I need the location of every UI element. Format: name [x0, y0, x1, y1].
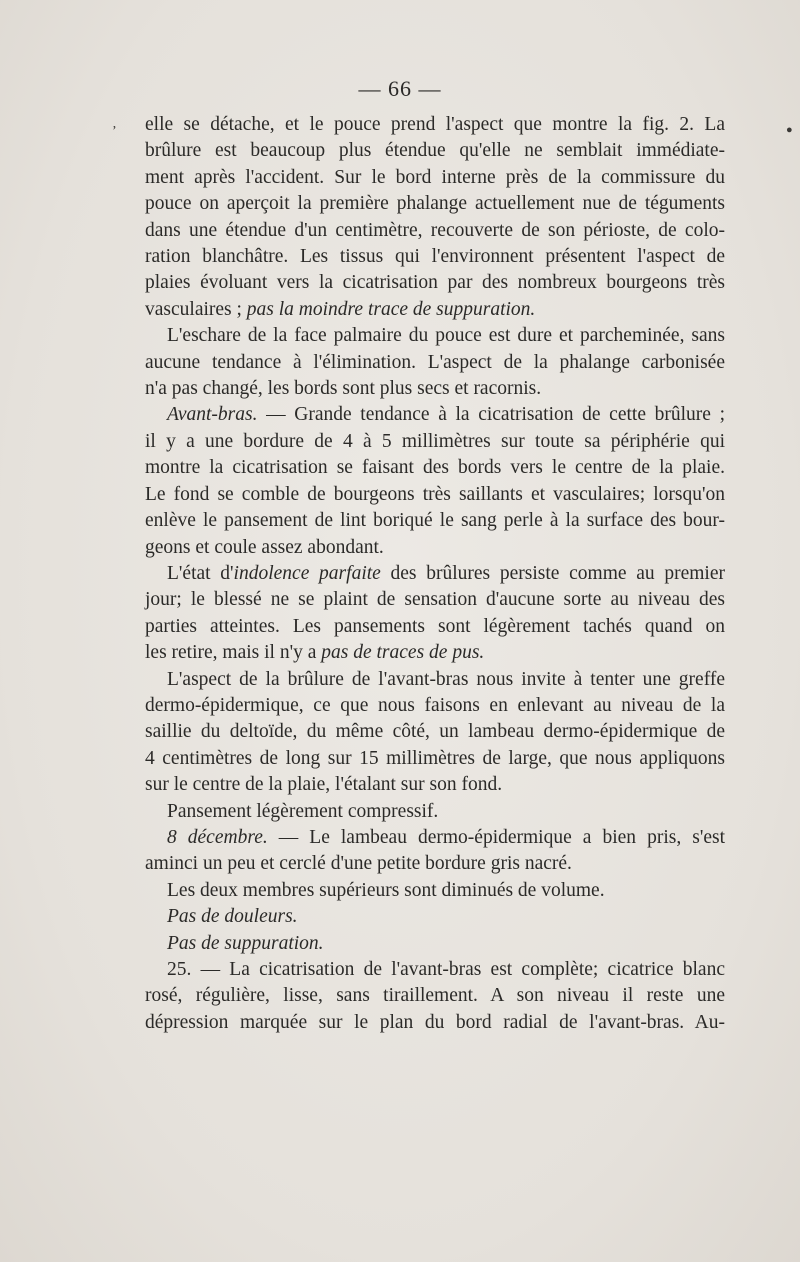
text-line	[145, 561, 725, 587]
text-line	[145, 297, 725, 323]
text-line	[145, 825, 725, 851]
text-line: dermo-épidermique, ce que nous faisons en enlevant au niveau de la	[145, 694, 725, 716]
text-line	[145, 402, 725, 428]
text-span: — Grande tendance à la cicatrisation de cette brûlure ;	[266, 404, 725, 426]
text-span: — Le lambeau dermo-épidermique a bien pris, s'est	[278, 826, 725, 848]
text-line: dépression marquée sur le plan du bord radial de l'avant-bras. Au-	[145, 1011, 725, 1033]
text-line: saillie du deltoïde, du même côté, un lambeau dermo-épidermique de	[145, 721, 725, 743]
text-line: parties atteintes. Les pansements sont légèrement tachés quand on	[145, 615, 725, 637]
text-line: elle se détache, et le pouce prend l'aspect que montre la fig. 2. La	[145, 114, 725, 135]
italic-span: indolence parfaite	[233, 562, 381, 584]
text-line: sur le centre de la plaie, l'étalant sur son fond.	[145, 774, 503, 796]
italic-span: Pas de douleurs.	[167, 906, 298, 928]
text-line: rosé, régulière, lisse, sans tiraillement. A son niveau il reste une	[145, 985, 725, 1007]
text-line: ration blanchâtre. Les tissus qui l'environnent présentent l'aspect de	[145, 246, 725, 268]
text-line: aminci un peu et cerclé d'une petite bordure gris nacré.	[145, 853, 572, 875]
text-span: les retire, mais il n'y a	[145, 642, 322, 664]
text-line: jour; le blessé ne se plaint de sensation d'aucune sorte au niveau des	[145, 589, 725, 611]
margin-mark-icon: ’	[112, 124, 117, 139]
italic-span: 8 décembre.	[167, 826, 268, 848]
italic-span: Pas de suppuration.	[167, 932, 324, 954]
text-line: enlève le pansement de lint boriqué le sang perle à la surface des bour-	[145, 510, 725, 532]
text-line: Les deux membres supérieurs sont diminués de volume.	[167, 879, 605, 901]
text-line: montre la cicatrisation se faisant des bords vers le centre de la plaie.	[145, 457, 725, 479]
text-span: des brûlures persiste comme au premier	[380, 562, 725, 584]
text-line	[145, 640, 725, 666]
text-line: L'eschare de la face palmaire du pouce est dure et parcheminée, sans	[167, 325, 725, 347]
text-line: aucune tendance à l'élimination. L'aspect de la phalange carbonisée	[145, 351, 725, 373]
text-line: 25. — La cicatrisation de l'avant-bras est complète; cicatrice blanc	[167, 959, 725, 980]
text-line: brûlure est beaucoup plus étendue qu'elle ne semblait immédiate-	[145, 140, 725, 162]
text-line: plaies évoluant vers la cicatrisation par des nombreux bourgeons très	[145, 272, 725, 294]
italic-span: pas de traces de pus.	[321, 642, 485, 664]
text-line	[145, 931, 725, 957]
text-span: vasculaires ;	[145, 298, 247, 320]
text-line: dans une étendue d'un centimètre, recouverte de son périoste, de colo-	[145, 219, 725, 241]
page-number: — 66 —	[358, 76, 442, 101]
text-line: pouce on aperçoit la première phalange actuellement nue de téguments	[145, 193, 725, 215]
body-text	[145, 112, 725, 1036]
text-line: geons et coule assez abondant.	[145, 536, 384, 558]
text-line: n'a pas changé, les bords sont plus secs et racornis.	[145, 378, 542, 400]
text-span: L'état d'	[167, 562, 234, 584]
text-line: il y a une bordure de 4 à 5 millimètres sur toute sa périphérie qui	[145, 430, 725, 452]
text-line: Le fond se comble de bourgeons très saillants et vasculaires; lorsqu'on	[145, 483, 725, 505]
text-line: Pansement légèrement compressif.	[167, 800, 439, 822]
text-line: L'aspect de la brûlure de l'avant-bras nous invite à tenter une greffe	[167, 668, 725, 690]
italic-span: pas la moindre trace de suppuration.	[246, 298, 536, 320]
text-line: ment après l'accident. Sur le bord interne près de la commissure du	[145, 166, 725, 188]
italic-span: Avant-bras.	[167, 404, 258, 426]
text-line	[145, 904, 725, 930]
text-line: 4 centimètres de long sur 15 millimètres de large, que nous appliquons	[145, 747, 725, 769]
margin-dot-icon: ●	[786, 124, 793, 136]
